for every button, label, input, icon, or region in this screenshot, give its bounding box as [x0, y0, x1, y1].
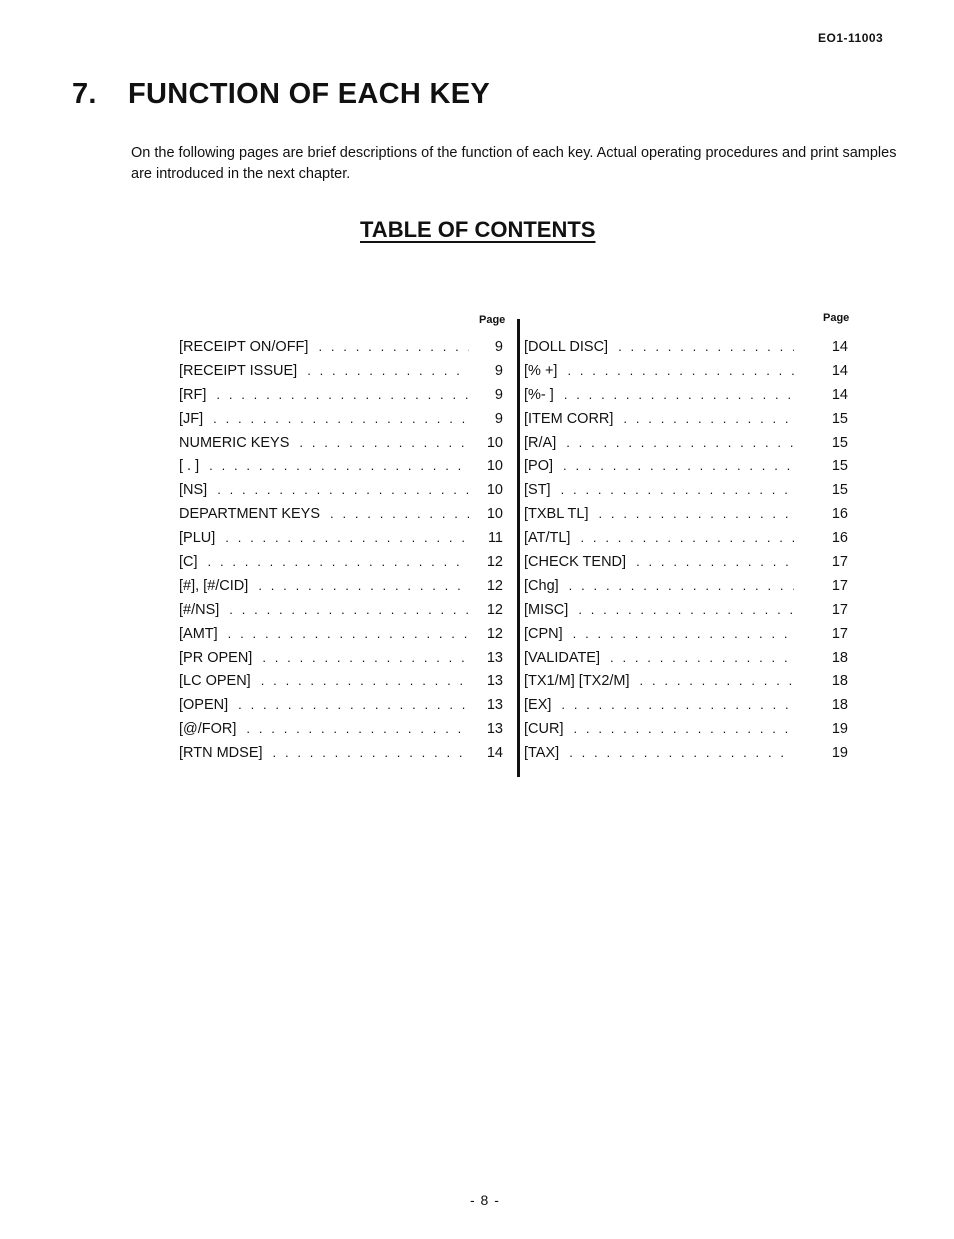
toc-entry-label: [RF]	[179, 386, 207, 403]
toc-leader-dots	[618, 339, 794, 354]
toc-entry-page: 17	[831, 577, 848, 594]
toc-leader-dots	[563, 458, 794, 473]
toc-entry	[524, 554, 848, 578]
toc-leader-dots	[216, 387, 469, 402]
toc-entry-page: 10	[486, 506, 503, 523]
toc-entry-label: [MISC]	[524, 601, 569, 618]
toc-entry-page: 10	[486, 458, 503, 475]
toc-entry	[179, 530, 503, 554]
toc-leader-dots	[262, 650, 469, 665]
toc-entry-page: 12	[486, 554, 503, 571]
toc-entry-page: 12	[486, 577, 503, 594]
toc-entry-label: [DOLL DISC]	[524, 339, 609, 355]
toc-entry-page: 19	[831, 721, 848, 738]
toc-entry-page: 11	[487, 530, 503, 547]
page-number: - 8 -	[470, 1192, 500, 1208]
toc-leader-dots	[561, 482, 794, 497]
toc-entry-label: [CPN]	[524, 625, 563, 642]
toc-entry-page: 14	[486, 745, 503, 762]
toc-leader-dots	[209, 458, 469, 473]
toc-entry	[524, 650, 848, 674]
toc-entry-label: [TXBL TL]	[524, 506, 589, 523]
toc-entry-label: [LC OPEN]	[179, 673, 251, 690]
toc-entry-page: 9	[494, 339, 503, 355]
toc-leader-dots	[569, 745, 794, 760]
toc-entry	[179, 578, 503, 602]
section-title-text: FUNCTION OF EACH KEY	[128, 78, 491, 110]
toc-leader-dots	[566, 435, 794, 450]
toc-entry-page: 9	[494, 410, 503, 427]
toc-leader-dots	[273, 745, 469, 760]
toc-entry-label: [% +]	[524, 362, 558, 379]
toc-entry	[179, 673, 503, 697]
toc-leader-dots	[578, 602, 794, 617]
toc-entry-label: NUMERIC KEYS	[179, 434, 290, 451]
toc-entry-page: 18	[831, 697, 848, 714]
toc-entry-page: 15	[831, 434, 848, 451]
toc-entry	[524, 697, 848, 721]
toc-entry	[179, 554, 503, 578]
toc-leader-dots	[573, 626, 794, 641]
toc-entry	[179, 506, 503, 530]
toc-entry-label: [Chg]	[524, 577, 559, 594]
toc-right-column	[524, 339, 848, 769]
column-divider	[517, 319, 520, 777]
toc-heading: TABLE OF CONTENTS	[360, 217, 596, 242]
toc-entry-label: [CHECK TEND]	[524, 554, 627, 571]
toc-entry-page: 18	[831, 649, 848, 666]
toc-entry-page: 9	[494, 386, 503, 403]
toc-entry-label: [AMT]	[179, 625, 218, 642]
toc-entry	[179, 363, 503, 387]
toc-entry-page: 10	[486, 434, 503, 451]
toc-entry-page: 19	[831, 745, 848, 762]
toc-entry	[179, 721, 503, 745]
toc-leader-dots	[636, 554, 794, 569]
toc-entry-page: 17	[831, 554, 848, 571]
toc-entry-label: [AT/TL]	[524, 530, 571, 547]
toc-entry	[524, 721, 848, 745]
section-number: 7.	[72, 78, 97, 110]
toc-leader-dots	[573, 721, 794, 736]
toc-entry-label: [OPEN]	[179, 697, 229, 714]
toc-leader-dots	[561, 697, 794, 712]
page-column-label-left: Page	[479, 314, 506, 326]
toc-entry-label: [RECEIPT ON/OFF]	[179, 339, 309, 355]
intro-paragraph: On the following pages are brief descriptions of the function of each key. Actual operating procedures and print samples are introduced in the next chapter.	[131, 145, 897, 182]
toc-leader-dots	[598, 506, 794, 521]
toc-leader-dots	[299, 435, 469, 450]
toc-entry-page: 17	[831, 601, 848, 618]
toc-left-column	[179, 339, 503, 769]
toc-leader-dots	[307, 363, 469, 378]
toc-entry-label: [EX]	[524, 697, 552, 714]
document-id: EO1-11003	[818, 31, 884, 45]
toc-entry-label: [JF]	[179, 410, 204, 427]
toc-entry-label: [ . ]	[179, 458, 200, 475]
toc-entry-label: [VALIDATE]	[524, 649, 601, 666]
toc-entry-page: 15	[831, 410, 848, 427]
toc-entry	[524, 602, 848, 626]
toc-entry	[524, 339, 848, 363]
toc-entry-label: [%- ]	[524, 386, 554, 403]
toc-entry-page: 14	[831, 339, 848, 355]
toc-entry	[524, 578, 848, 602]
toc-entry-label: [ST]	[524, 482, 551, 499]
toc-entry-label: [RTN MDSE]	[179, 745, 263, 762]
toc-entry-label: [PO]	[524, 458, 554, 475]
toc-leader-dots	[569, 578, 794, 593]
toc-entry	[179, 435, 503, 459]
toc-entry	[179, 339, 503, 363]
toc-entry-label: [R/A]	[524, 434, 557, 451]
toc-entry	[179, 411, 503, 435]
section-title	[72, 78, 490, 111]
toc-entry	[179, 626, 503, 650]
toc-leader-dots	[330, 506, 469, 521]
toc-leader-dots	[564, 387, 794, 402]
toc-entry	[179, 482, 503, 506]
toc-entry	[179, 745, 503, 769]
toc-entry-page: 13	[486, 697, 503, 714]
toc-entry-page: 12	[486, 625, 503, 642]
toc-entry	[179, 650, 503, 674]
toc-entry-page: 10	[486, 482, 503, 499]
toc-leader-dots	[261, 673, 469, 688]
toc-entry	[524, 411, 848, 435]
toc-leader-dots	[229, 602, 469, 617]
toc-entry-page: 13	[486, 649, 503, 666]
toc-entry-page: 13	[486, 721, 503, 738]
toc-entry-page: 17	[831, 625, 848, 642]
toc-entry	[524, 530, 848, 554]
toc-leader-dots	[567, 363, 794, 378]
toc-entry	[179, 458, 503, 482]
toc-entry-label: DEPARTMENT KEYS	[179, 506, 321, 523]
toc-entry-page: 16	[831, 530, 848, 547]
toc-entry-page: 14	[831, 386, 848, 403]
toc-entry	[524, 458, 848, 482]
toc-entry-label: [NS]	[179, 482, 208, 499]
toc-leader-dots	[623, 411, 794, 426]
toc-entry-label: [#], [#/CID]	[179, 577, 249, 594]
toc-entry-page: 16	[831, 506, 848, 523]
toc-leader-dots	[580, 530, 794, 545]
toc-leader-dots	[217, 482, 469, 497]
toc-entry	[524, 387, 848, 411]
toc-entry-label: [@/FOR]	[179, 721, 237, 738]
toc-entry-page: 9	[494, 362, 503, 379]
toc-entry-label: [TX1/M] [TX2/M]	[524, 673, 630, 690]
toc-entry-page: 13	[486, 673, 503, 690]
toc-entry	[524, 745, 848, 769]
toc-entry	[179, 602, 503, 626]
toc-entry-label: [ITEM CORR]	[524, 410, 614, 427]
toc-entry-label: [RECEIPT ISSUE]	[179, 362, 298, 379]
toc-entry-label: [PR OPEN]	[179, 649, 253, 666]
toc-entry-page: 15	[831, 458, 848, 475]
toc-leader-dots	[640, 673, 794, 688]
toc-entry-label: [PLU]	[179, 530, 216, 547]
toc-leader-dots	[213, 411, 469, 426]
toc-leader-dots	[238, 697, 469, 712]
toc-leader-dots	[208, 554, 469, 569]
toc-entry-label: [C]	[179, 554, 198, 571]
toc-leader-dots	[610, 650, 794, 665]
toc-entry	[524, 363, 848, 387]
page-column-label-right: Page	[823, 312, 850, 324]
toc-leader-dots	[258, 578, 469, 593]
toc-entry-page: 15	[831, 482, 848, 499]
toc-entry	[179, 387, 503, 411]
toc-entry	[179, 697, 503, 721]
toc-entry	[524, 482, 848, 506]
toc-entry	[524, 435, 848, 459]
toc-leader-dots	[246, 721, 469, 736]
toc-leader-dots	[318, 339, 469, 354]
toc-entry	[524, 673, 848, 697]
toc-leader-dots	[228, 626, 469, 641]
toc-entry-label: [TAX]	[524, 745, 560, 762]
toc-entry-page: 14	[831, 362, 848, 379]
toc-entry-label: [#/NS]	[179, 601, 220, 618]
toc-entry-page: 18	[831, 673, 848, 690]
toc-entry	[524, 506, 848, 530]
toc-entry	[524, 626, 848, 650]
toc-entry-page: 12	[486, 601, 503, 618]
toc-entry-label: [CUR]	[524, 721, 564, 738]
toc-leader-dots	[225, 530, 469, 545]
